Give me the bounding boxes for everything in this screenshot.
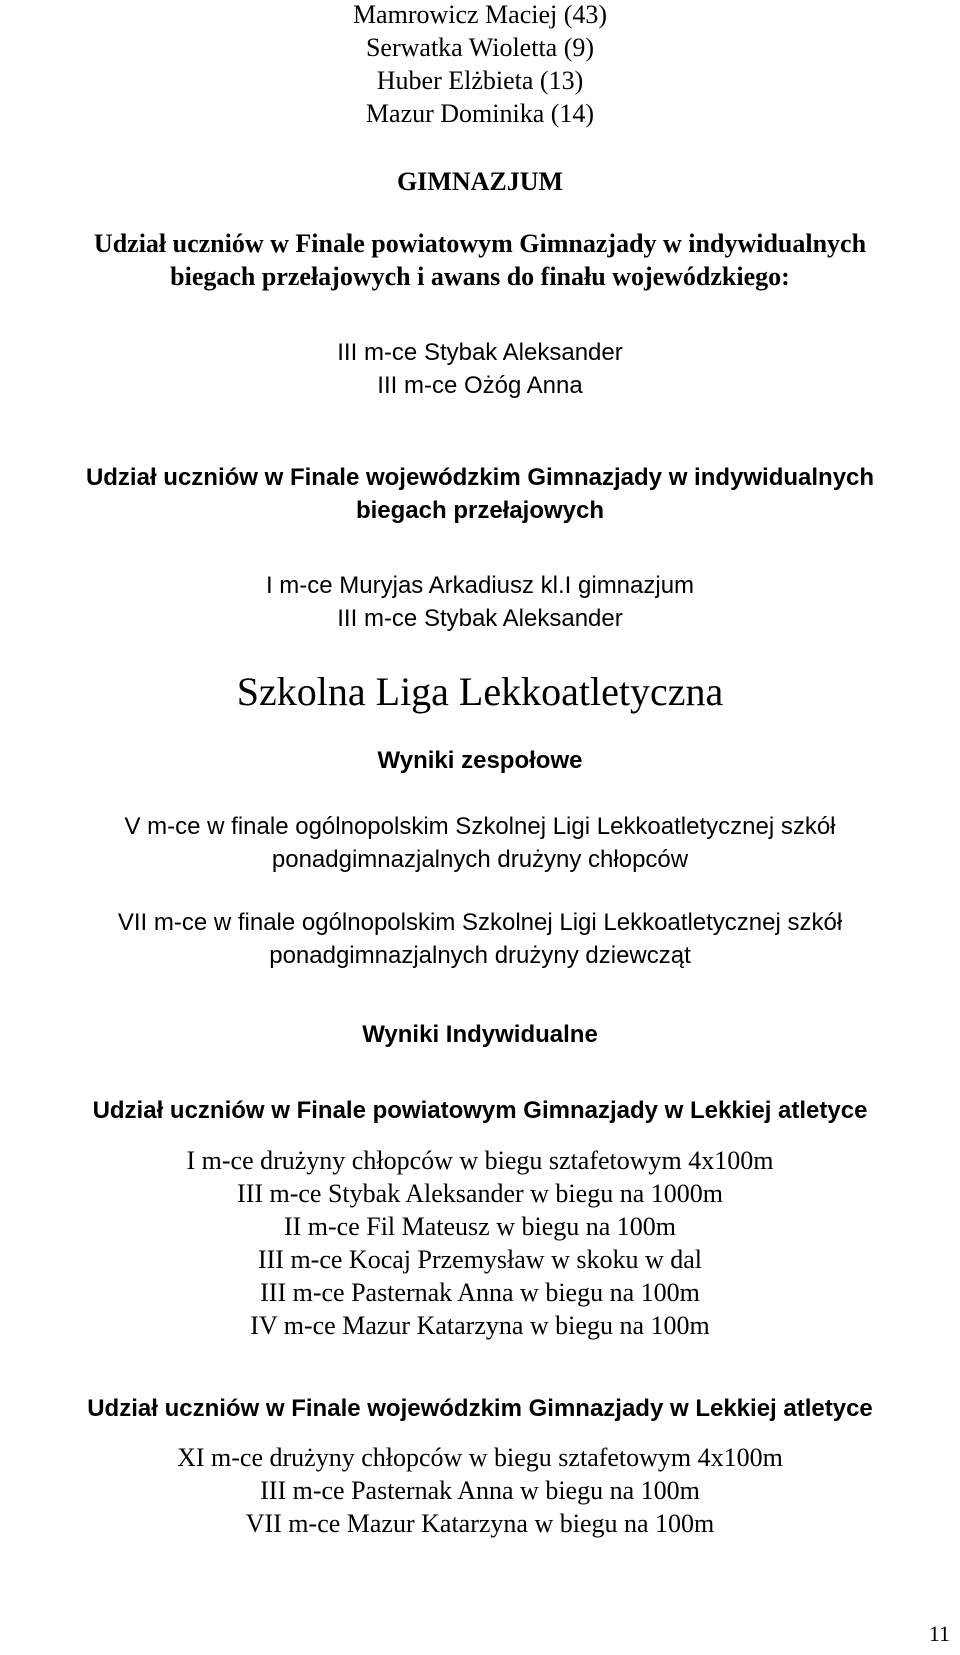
result-line: III m-ce Ożóg Anna <box>377 372 583 399</box>
result-line: III m-ce Kocaj Przemysław w skoku w dal <box>257 1245 703 1274</box>
team-result-girls: ponadgimnazjalnych drużyny dziewcząt <box>269 942 691 969</box>
heading-powiat-cross-country: Udział uczniów w Finale powiatowym Gimnazjady w indywidualnych <box>93 229 867 258</box>
name-line: Mazur Dominika (14) <box>365 99 595 128</box>
name-line: Mamrowicz Maciej (43) <box>352 0 608 29</box>
result-line: IV m-ce Mazur Katarzyna w biegu na 100m <box>250 1311 710 1340</box>
name-line: Huber Elżbieta (13) <box>376 66 584 95</box>
team-result-girls: VII m-ce w finale ogólnopolskim Szkolnej Ligi Lekkoatletycznej szkół <box>117 909 843 936</box>
result-line: III m-ce Pasternak Anna w biegu na 100m <box>260 1476 700 1505</box>
result-line: III m-ce Stybak Aleksander <box>337 605 623 632</box>
heading-team-results: Wyniki zespołowe <box>377 747 583 774</box>
heading-individual-results: Wyniki Indywidualne <box>362 1021 598 1048</box>
section-title-liga: Szkolna Liga Lekkoatletyczna <box>236 669 724 714</box>
section-title-gimnazjum: GIMNAZJUM <box>396 167 564 196</box>
heading-powiat-cross-country: biegach przełajowych i awans do finału wojewódzkiego: <box>170 262 790 291</box>
team-result-boys: ponadgimnazjalnych drużyny chłopców <box>271 846 689 873</box>
result-line: I m-ce drużyny chłopców w biegu sztafetowym 4x100m <box>186 1146 774 1175</box>
heading-powiat-athletics: Udział uczniów w Finale powiatowym Gimnazjady w Lekkiej atletyce <box>92 1097 868 1124</box>
result-line: II m-ce Fil Mateusz w biegu na 100m <box>283 1212 677 1241</box>
result-line: XI m-ce drużyny chłopców w biegu sztafetowym 4x100m <box>177 1443 783 1472</box>
result-line: III m-ce Stybak Aleksander w biegu na 1000m <box>237 1179 723 1208</box>
heading-wojewodzki-athletics: Udział uczniów w Finale wojewódzkim Gimnazjady w Lekkiej atletyce <box>87 1395 873 1422</box>
result-line: VII m-ce Mazur Katarzyna w biegu na 100m <box>245 1509 715 1538</box>
result-line: I m-ce Muryjas Arkadiusz kl.I gimnazjum <box>265 572 695 599</box>
name-line: Serwatka Wioletta (9) <box>365 33 595 62</box>
result-line: III m-ce Stybak Aleksander <box>337 339 623 366</box>
result-line: III m-ce Pasternak Anna w biegu na 100m <box>260 1278 700 1307</box>
heading-wojewodzki-cross-country: Udział uczniów w Finale wojewódzkim Gimnazjady w indywidualnych <box>85 464 875 491</box>
heading-wojewodzki-cross-country: biegach przełajowych <box>355 497 605 524</box>
team-result-boys: V m-ce w finale ogólnopolskim Szkolnej Ligi Lekkoatletycznej szkół <box>124 813 836 840</box>
page-number: 11 <box>928 1621 950 1646</box>
